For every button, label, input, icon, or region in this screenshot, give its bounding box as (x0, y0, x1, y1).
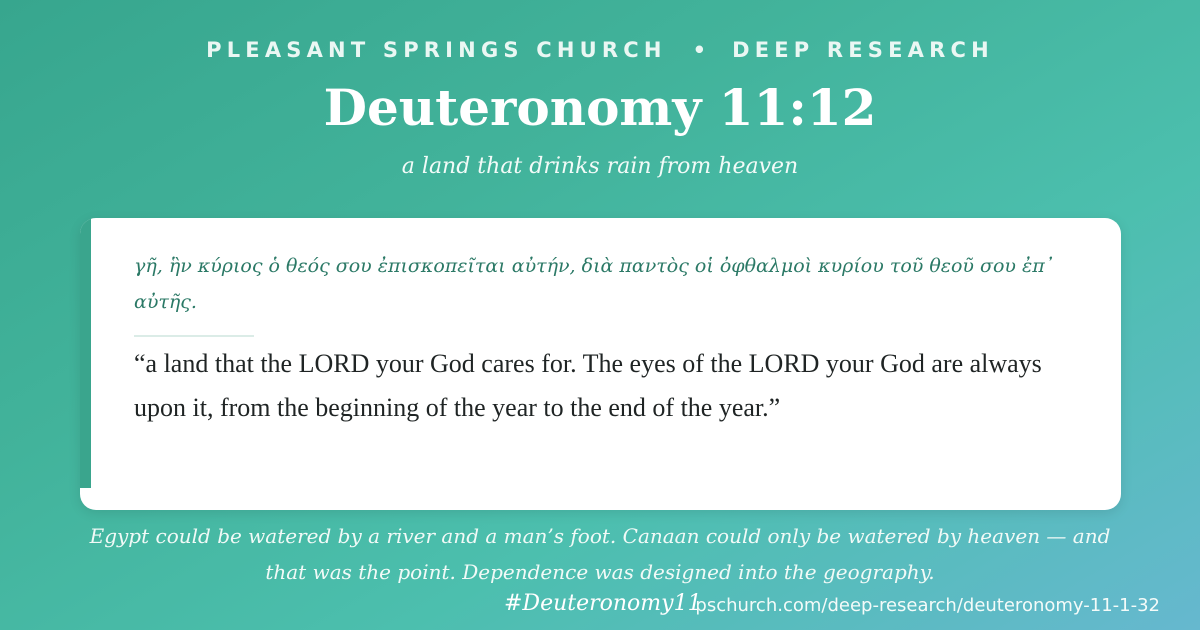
verse-card (80, 218, 1121, 510)
divider (134, 335, 254, 337)
card-accent-bar (80, 218, 91, 488)
commentary-text: Egypt could be watered by a river and a man’s foot. Canaan could only be watered by heaven — and that was the point. Dependence was designed into the geography. (89, 524, 1111, 584)
church-name: PLEASANT SPRINGS CHURCH (206, 38, 667, 62)
hashtag: #Deuteronomy11 (504, 591, 702, 616)
footer-url[interactable]: pschurch.com/deep-research/deuteronomy-11-1-32 (695, 595, 1160, 616)
verse-translation: “a land that the LORD your God cares for. The eyes of the LORD your God are always upon it, from the beginning of the year to the end of the year.” (134, 349, 1042, 422)
page-subtitle: a land that drinks rain from heaven (401, 154, 799, 179)
greek-text: γῆ, ἣν κύριος ὁ θεός σου ἐπισκοπεῖται αὐτήν, διὰ παντὸς οἱ ὀφθαλμοὶ κυρίου τοῦ θεοῦ σου ἐπ᾽ αὐτῆς. (134, 255, 1055, 313)
header-line (0, 38, 1200, 62)
page-title: Deuteronomy 11:12 (323, 78, 877, 137)
separator-dot: • (692, 38, 707, 62)
section-name: DEEP RESEARCH (732, 38, 994, 62)
